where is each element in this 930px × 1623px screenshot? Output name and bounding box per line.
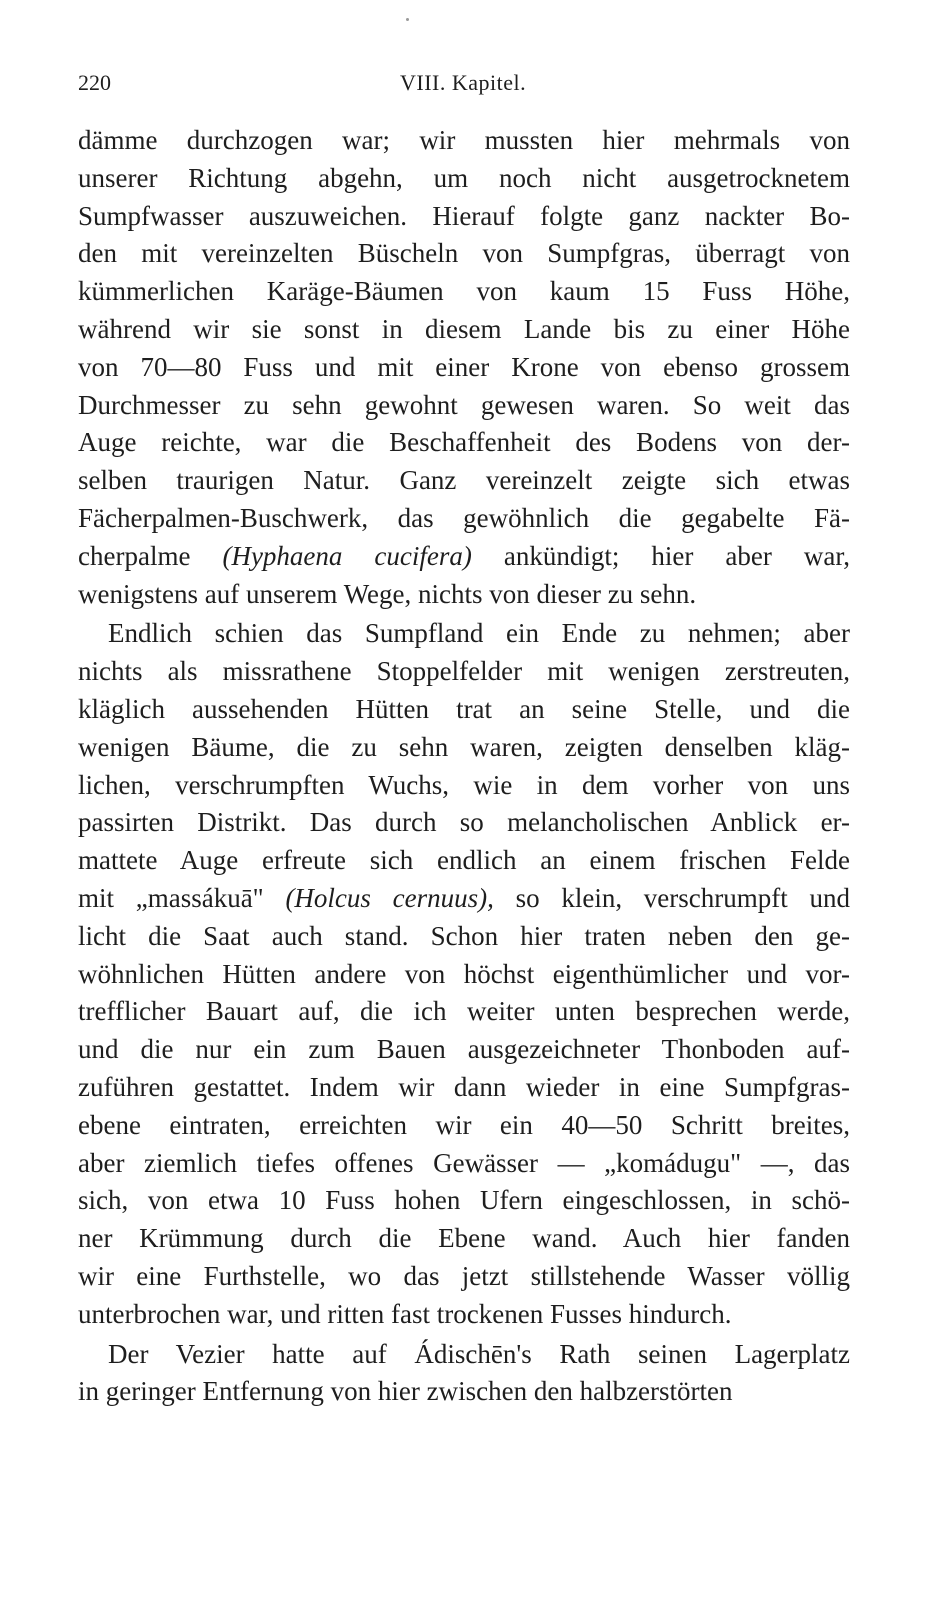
text-line — [78, 500, 850, 538]
text-line — [78, 387, 850, 425]
text-line — [78, 1145, 850, 1183]
text-line — [78, 1107, 850, 1145]
text-line — [78, 880, 850, 918]
text-line — [78, 918, 850, 956]
text-line — [78, 767, 850, 805]
line-segment: aber ziemlich tiefes offenes Gewässer — „komádugu" —, das — [78, 1147, 850, 1178]
text-line — [78, 462, 850, 500]
line-segment: mattete Auge erfreute sich endlich an einem frischen Felde — [78, 845, 850, 876]
body-text — [78, 122, 850, 1411]
line-segment: von 70—80 Fuss und mit einer Krone von ebenso grossem — [78, 351, 850, 382]
text-line — [78, 424, 850, 462]
text-line — [78, 1336, 850, 1374]
text-line — [78, 1031, 850, 1069]
line-segment: wöhnlichen Hütten andere von höchst eigenthümlicher und vor- — [78, 958, 850, 989]
text-line — [78, 160, 850, 198]
line-segment: während wir sie sonst in diesem Lande bis zu einer Höhe — [78, 313, 850, 344]
text-line — [78, 235, 850, 273]
text-line — [78, 1069, 850, 1107]
line-segment: unserer Richtung abgehn, um noch nicht ausgetrocknetem — [78, 162, 850, 193]
line-segment: und die nur ein zum Bauen ausgezeichneter Thonboden auf- — [78, 1034, 850, 1065]
line-segment: ebene eintraten, erreichten wir ein 40—50 Schritt breites, — [78, 1109, 850, 1140]
text-line — [78, 1258, 850, 1296]
line-segment: in geringer Entfernung von hier zwischen den halbzerstörten — [78, 1376, 733, 1407]
species-name: (Holcus cernuus), — [285, 882, 494, 913]
line-segment: cherpalme — [78, 540, 223, 571]
text-line — [78, 842, 850, 880]
line-segment: kümmerlichen Karäge-Bäumen von kaum 15 Fuss Höhe, — [78, 276, 850, 307]
paragraph — [78, 615, 850, 1333]
line-segment: zuführen gestattet. Indem wir dann wieder in eine Sumpfgras- — [78, 1071, 850, 1102]
text-line — [78, 576, 850, 614]
text-line — [78, 615, 850, 653]
text-line — [78, 1182, 850, 1220]
text-line — [78, 311, 850, 349]
line-segment: Auge reichte, war die Beschaffenheit des Bodens von der- — [78, 427, 850, 458]
paragraph — [78, 122, 850, 613]
line-segment: Sumpfwasser auszuweichen. Hierauf folgte ganz nackter Bo- — [78, 200, 850, 231]
text-line — [78, 804, 850, 842]
text-line — [78, 956, 850, 994]
line-segment: mit „massákuā" — [78, 882, 286, 913]
text-line — [78, 653, 850, 691]
species-name: (Hyphaena cucifera) — [222, 540, 472, 571]
running-head: VIII. Kapitel. — [400, 70, 527, 95]
text-line — [78, 273, 850, 311]
text-line — [78, 198, 850, 236]
text-line — [78, 1220, 850, 1258]
line-segment: selben traurigen Natur. Ganz vereinzelt zeigte sich etwas — [78, 465, 850, 496]
line-segment: passirten Distrikt. Das durch so melancholischen Anblick er- — [78, 807, 850, 838]
text-line — [78, 122, 850, 160]
line-segment: nichts als missrathene Stoppelfelder mit wenigen zerstreuten, — [78, 656, 850, 687]
line-segment: ner Krümmung durch die Ebene wand. Auch hier fanden — [78, 1223, 850, 1254]
line-segment: Endlich schien das Sumpfland ein Ende zu nehmen; aber — [108, 618, 850, 649]
line-segment: ankündigt; hier aber war, — [471, 540, 850, 571]
line-segment: lichen, verschrumpften Wuchs, wie in dem vorher von uns — [78, 769, 850, 800]
paragraph — [78, 1336, 850, 1412]
text-line — [78, 691, 850, 729]
text-line — [78, 729, 850, 767]
text-line — [78, 349, 850, 387]
line-segment: trefflicher Bauart auf, die ich weiter unten besprechen werde, — [78, 996, 850, 1027]
text-line — [78, 993, 850, 1031]
line-segment: licht die Saat auch stand. Schon hier traten neben den ge- — [78, 920, 850, 951]
line-segment: unterbrochen war, und ritten fast trockenen Fusses hindurch. — [78, 1298, 732, 1329]
page-number: 220 — [78, 70, 111, 95]
line-segment: dämme durchzogen war; wir mussten hier mehrmals von — [78, 125, 850, 155]
line-segment: so klein, verschrumpft und — [493, 882, 850, 913]
text-line — [78, 1296, 850, 1334]
page-header — [78, 70, 850, 100]
line-segment: Durchmesser zu sehn gewohnt gewesen waren. So weit das — [78, 389, 850, 420]
line-segment: Der Vezier hatte auf Ádischēn's Rath seinen Lagerplatz — [108, 1338, 850, 1369]
line-segment: wenigen Bäume, die zu sehn waren, zeigten denselben kläg- — [78, 731, 850, 762]
line-segment: sich, von etwa 10 Fuss hohen Ufern eingeschlossen, in schö- — [78, 1185, 850, 1216]
line-segment: wir eine Furthstelle, wo das jetzt stillstehende Wasser völlig — [78, 1260, 850, 1291]
line-segment: wenigstens auf unserem Wege, nichts von dieser zu sehn. — [78, 578, 697, 609]
text-line — [78, 538, 850, 576]
print-speck — [406, 18, 409, 21]
text-line — [78, 1373, 850, 1411]
line-segment: kläglich aussehenden Hütten trat an seine Stelle, und die — [78, 693, 850, 724]
line-segment: Fächerpalmen-Buschwerk, das gewöhnlich die gegabelte Fä- — [78, 502, 850, 533]
line-segment: den mit vereinzelten Büscheln von Sumpfgras, überragt von — [78, 238, 850, 269]
